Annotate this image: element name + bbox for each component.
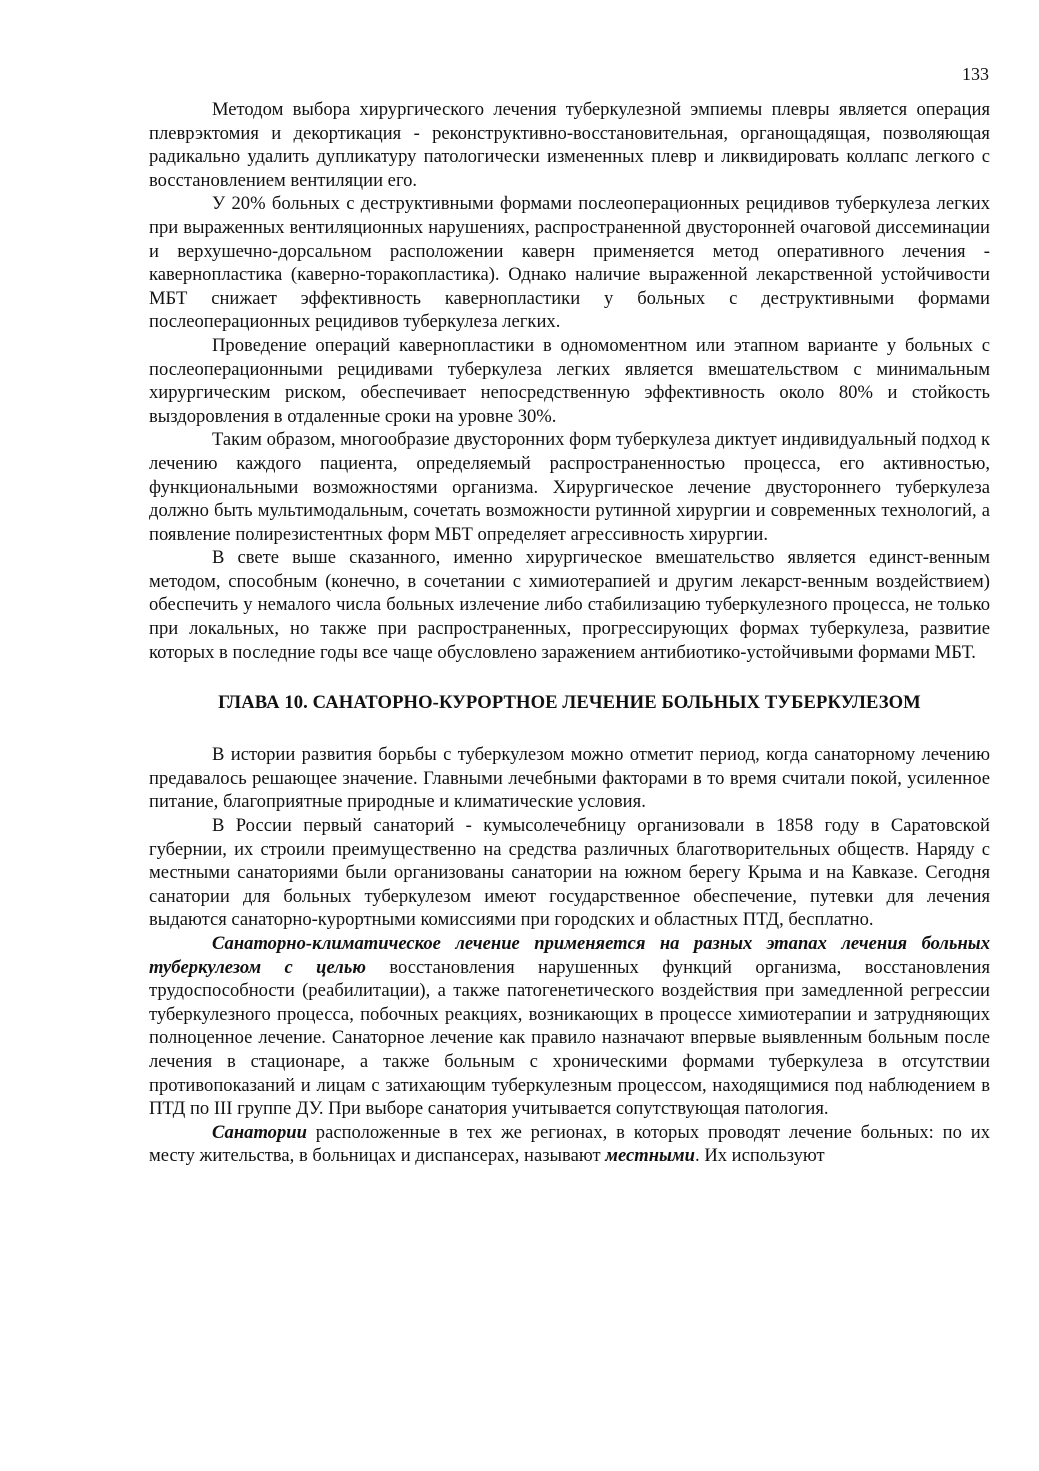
local-sanatoriums-text: расположенные в тех же регионах, в которых проводят лечение больных: по их месту жительства, в больницах и диспансерах, называют — [149, 1121, 990, 1167]
emphasis-local: местными — [605, 1145, 696, 1167]
paragraph-cavernoplasty-results: Проведение операций кавернопластики в одномоментном или этапном варианте у больных с послеоперационными рецидивами туберкулеза легких является вмешательством с минимальным хирургическим риском, обеспечивает непосредственную эффективность около 80% и стойкость выздоровления в отдаленные сроки на уровне 30%. — [149, 334, 990, 427]
paragraph-first-sanatorium: В России первый санаторий - кумысолечебницу организовали в 1858 году в Саратовской губернии, их строили преимущественно на средства различных благотворительных обществ. Наряду с местными санаториями были организованы санатории на южном берегу Крыма и на Кавказе. Сегодня санатории для больных туберкулезом имеют государственное обеспечение, путевки для лечения выдаются санаторно-курортными комиссиями при городских и областных ПТД, бесплатно. — [149, 815, 990, 931]
paragraph-individual-approach: Таким образом, многообразие двусторонних форм туберкулеза диктует индивидуальный подход к лечению каждого пациента, определяемый распространенностью процесса, его активностью, функциональными возможностями организма. Хирургическое лечение двустороннего туберкулеза должно быть мультимодальным, сочетать возможности рутинной хирургии и современных технологий, а появление полирезистентных форм МБТ определяет агрессивность хирургии. — [149, 429, 990, 545]
paragraph-empyema-surgery: Методом выбора хирургического лечения туберкулезной эмпиемы плевры является операция плеврэктомия и декортикация - реконструктивно-восстановительная, органощадящая, позволяющая радикально удалить дупликатуру патологически измененных плевр и ликвидировать коллапс легкого с восстановлением вентиляции его. — [149, 99, 990, 191]
chapter-title: ГЛАВА 10. САНАТОРНО-КУРОРТНОЕ ЛЕЧЕНИЕ БОЛЬНЫХ ТУБЕРКУЛЕЗОМ — [218, 692, 921, 714]
paragraph-local-sanatoriums — [149, 1121, 990, 1168]
local-sanatoriums-end: . Их используют — [695, 1145, 825, 1167]
paragraph-cavernoplasty: У 20% больных с деструктивными формами послеоперационных рецидивов туберкулеза легких при выраженных вентиляционных нарушениях, распространенной двусторонней очаговой диссеминации и верхушечно-дорсальном расположении каверн применяется метод оперативного лечения - кавернопластика (каверно-торакопластика). Однако наличие выраженной лекарственной устойчивости МБТ снижает эффективность кавернопластики у больных с деструктивными формами послеоперационных рецидивов туберкулеза легких. — [149, 193, 990, 333]
emphasis-sanatoriums: Санатории — [212, 1121, 307, 1143]
page-number: 133 — [962, 64, 989, 84]
paragraph-climatic-treatment — [149, 932, 990, 1121]
paragraph-conclusion: В свете выше сказанного, именно хирургическое вмешательство является единст-венным методом, способным (конечно, в сочетании с химиотерапией и другим лекарст-венным воздействием) обеспечить у немалого числа больных излечение либо стабилизацию туберкулезного процесса, не только при локальных, но также при распространенных, прогрессирующих формах туберкулеза, развитие которых в последние годы все чаще обусловлено заражением антибиотико-устойчивыми формами МБТ. — [149, 547, 990, 663]
paragraph-sanatorium-history: В истории развития борьбы с туберкулезом можно отметит период, когда санаторному лечению предавалось решающее значение. Главными лечебными факторами в то время считали покой, усиленное питание, благоприятные природные и климатические условия. — [149, 744, 990, 813]
climatic-treatment-text: восстановления нарушенных функций организма, восстановления трудоспособности (реабилитации), а также патогенетического воздействия при замедленной регрессии туберкулезного процесса, побочных реакциях, возникающих в процессе химиотерапии и затрудняющих полноценное лечение. Санаторное лечение как правило назначают впервые выявленным больным после лечения в стационаре, а также больным с хроническими формами туберкулеза в отсутствии противопоказаний и лицам с затихающим туберкулезным процессом, находящимися под наблюдением в ПТД по III группе ДУ. При выборе санатория учитывается сопутствующая патология. — [149, 956, 991, 1120]
page-content — [149, 98, 990, 1168]
emphasis-climatic-treatment: Санаторно-климатическое лечение применяется на разных этапах лечения больных туберкулезом с целью — [149, 933, 990, 978]
